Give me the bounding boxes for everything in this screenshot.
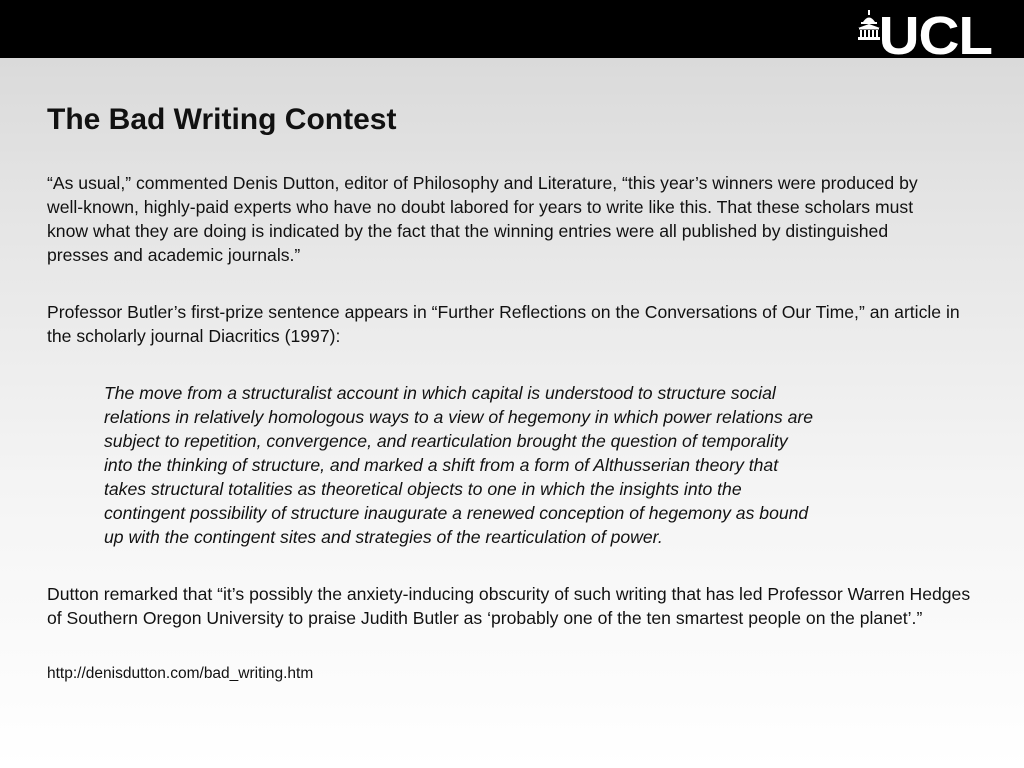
- portico-icon: [858, 10, 880, 40]
- logo-wordmark: UCL: [878, 6, 992, 66]
- slide-title: The Bad Writing Contest: [47, 103, 397, 136]
- block-quote: [104, 381, 919, 549]
- quote-line: up with the contingent sites and strategies of the rearticulation of power.: [104, 527, 663, 547]
- butler-intro-paragraph: Professor Butler’s first-prize sentence appears in “Further Reflections on the Conversations of Our Time,” an article in the scholarly journal Diacritics (1997):: [47, 302, 960, 346]
- slide-content: [47, 101, 987, 685]
- quote-line: The move from a structuralist account in which capital is understood to structure social: [104, 383, 776, 403]
- quote-line: takes structural totalities as theoretical objects to one in which the insights into the: [104, 479, 742, 499]
- source-link[interactable]: http://denisdutton.com/bad_writing.htm: [47, 665, 314, 682]
- dutton-remark-paragraph: Dutton remarked that “it’s possibly the anxiety-inducing obscurity of such writing that has led Professor Warren Hedges of Southern Oregon University to praise Judith Butler as ‘probably one of the ten smartest people on the planet’.”: [47, 584, 971, 628]
- quote-line: contingent possibility of structure inaugurate a renewed conception of hegemony as bound: [104, 503, 809, 523]
- quote-line: relations in relatively homologous ways to a view of hegemony in which power relations are: [104, 407, 813, 427]
- intro-paragraph: “As usual,” commented Denis Dutton, editor of Philosophy and Literature, “this year’s winners were produced by well-known, highly-paid experts who have no doubt labored for years to write like this. That these scholars must know what they are doing is indicated by the fact that the winning entries were all published by distinguished presses and academic journals.”: [47, 173, 918, 265]
- top-header-bar: [0, 0, 1024, 66]
- ucl-logo: [858, 6, 992, 66]
- quote-line: subject to repetition, convergence, and rearticulation brought the question of temporality: [104, 431, 788, 451]
- quote-line: into the thinking of structure, and marked a shift from a form of Althusserian theory that: [104, 455, 779, 475]
